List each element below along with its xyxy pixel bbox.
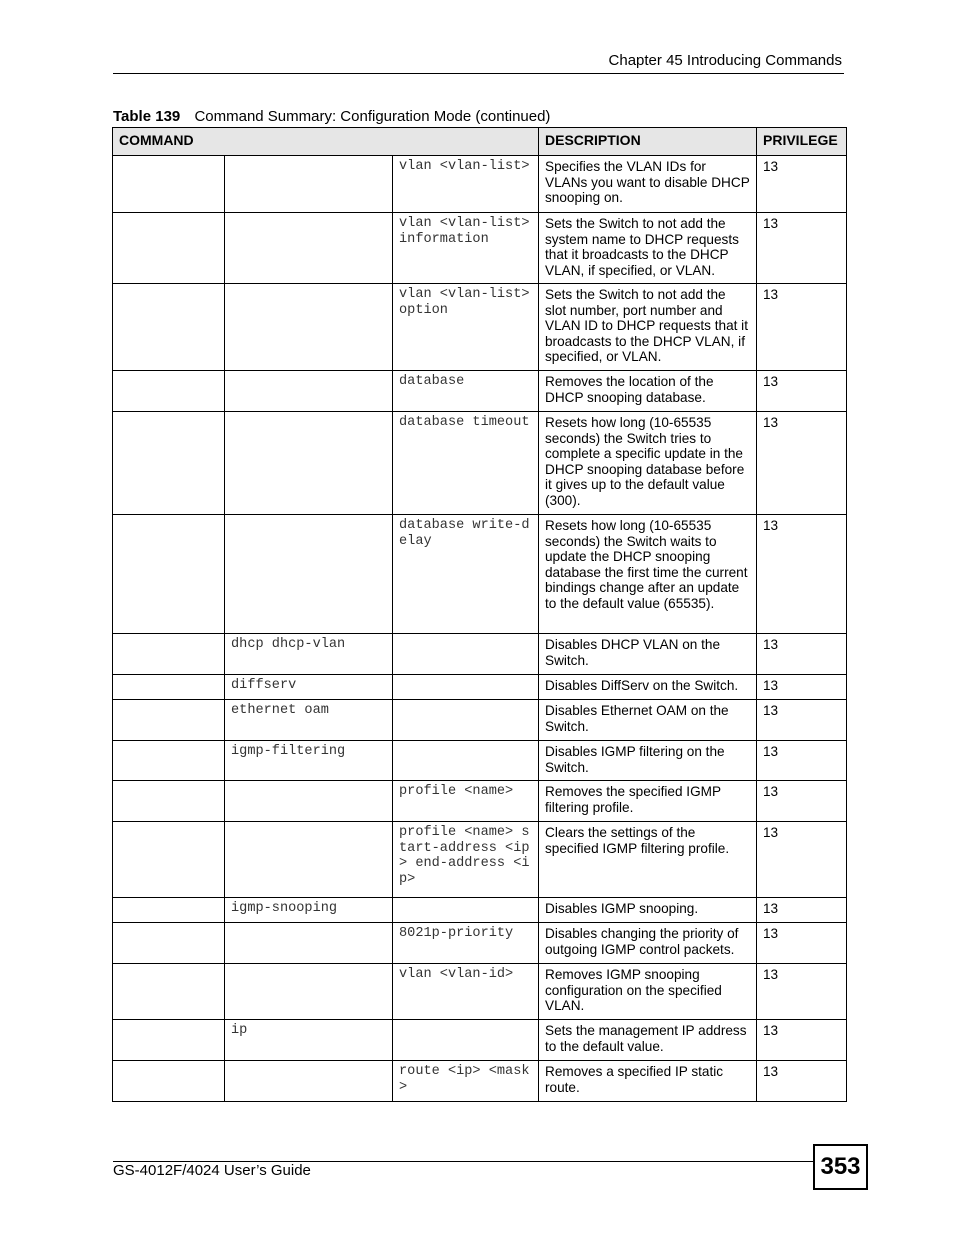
table-row — [113, 1061, 847, 1102]
privilege-cell: 13 — [757, 1061, 847, 1102]
description-cell: Disables IGMP snooping. — [539, 898, 757, 923]
description-cell: Resets how long (10-65535 seconds) the Switch waits to update the DHCP snooping database the first time the current bindings change after an update to the default value (65535). — [539, 515, 757, 634]
command-level-2: igmp-snooping — [225, 898, 393, 923]
table-row — [113, 515, 847, 634]
description-cell: Disables changing the priority of outgoing IGMP control packets. — [539, 923, 757, 964]
command-level-2: igmp-filtering — [225, 741, 393, 781]
command-level-1 — [113, 898, 225, 923]
description-cell: Specifies the VLAN IDs for VLANs you want to disable DHCP snooping on. — [539, 156, 757, 213]
table-caption — [113, 108, 550, 125]
command-level-3 — [393, 675, 539, 700]
command-level-3: vlan <vlan-list> — [393, 156, 539, 213]
privilege-cell: 13 — [757, 923, 847, 964]
privilege-cell: 13 — [757, 412, 847, 515]
description-cell: Sets the management IP address to the default value. — [539, 1020, 757, 1061]
command-level-3 — [393, 741, 539, 781]
chapter-header: Chapter 45 Introducing Commands — [608, 52, 842, 69]
command-level-1 — [113, 822, 225, 898]
command-level-2 — [225, 781, 393, 822]
command-level-3: 8021p-priority — [393, 923, 539, 964]
page-number: 353 — [813, 1144, 868, 1190]
command-level-3: vlan <vlan-list> information — [393, 213, 539, 284]
command-level-3: database write-delay — [393, 515, 539, 634]
description-cell: Removes the location of the DHCP snooping database. — [539, 371, 757, 412]
command-level-1 — [113, 675, 225, 700]
column-header-command: COMMAND — [113, 128, 539, 156]
command-level-3: database timeout — [393, 412, 539, 515]
description-cell: Disables Ethernet OAM on the Switch. — [539, 700, 757, 741]
table-row — [113, 781, 847, 822]
command-level-3: vlan <vlan-list> option — [393, 284, 539, 371]
table-row — [113, 284, 847, 371]
command-level-1 — [113, 634, 225, 675]
command-level-1 — [113, 1020, 225, 1061]
privilege-cell: 13 — [757, 515, 847, 634]
privilege-cell: 13 — [757, 284, 847, 371]
command-level-2 — [225, 412, 393, 515]
table-body — [113, 156, 847, 1102]
command-level-2 — [225, 822, 393, 898]
command-level-2 — [225, 923, 393, 964]
command-level-3 — [393, 700, 539, 741]
description-cell: Disables IGMP filtering on the Switch. — [539, 741, 757, 781]
description-cell: Disables DiffServ on the Switch. — [539, 675, 757, 700]
command-level-2 — [225, 284, 393, 371]
command-level-2: dhcp dhcp-vlan — [225, 634, 393, 675]
description-cell: Removes a specified IP static route. — [539, 1061, 757, 1102]
privilege-cell: 13 — [757, 964, 847, 1020]
table-row — [113, 822, 847, 898]
table-row — [113, 898, 847, 923]
guide-title: GS-4012F/4024 User’s Guide — [113, 1162, 311, 1179]
table-row — [113, 412, 847, 515]
privilege-cell: 13 — [757, 675, 847, 700]
description-cell: Sets the Switch to not add the system name to DHCP requests that it broadcasts to the DHCP VLAN, if specified, or VLAN. — [539, 213, 757, 284]
table-row — [113, 371, 847, 412]
privilege-cell: 13 — [757, 822, 847, 898]
command-level-1 — [113, 412, 225, 515]
command-level-1 — [113, 1061, 225, 1102]
table-row — [113, 675, 847, 700]
column-header-privilege: PRIVILEGE — [757, 128, 847, 156]
description-cell: Removes the specified IGMP filtering profile. — [539, 781, 757, 822]
command-level-3: profile <name> start-address <ip> end-address <ip> — [393, 822, 539, 898]
table-header-row — [113, 128, 847, 156]
command-level-3 — [393, 1020, 539, 1061]
command-level-2: diffserv — [225, 675, 393, 700]
table-row — [113, 213, 847, 284]
command-level-1 — [113, 781, 225, 822]
command-table — [112, 127, 847, 1102]
privilege-cell: 13 — [757, 371, 847, 412]
command-level-1 — [113, 213, 225, 284]
command-level-3 — [393, 634, 539, 675]
privilege-cell: 13 — [757, 741, 847, 781]
command-level-1 — [113, 515, 225, 634]
privilege-cell: 13 — [757, 634, 847, 675]
description-cell: Clears the settings of the specified IGMP filtering profile. — [539, 822, 757, 898]
description-cell: Disables DHCP VLAN on the Switch. — [539, 634, 757, 675]
table-number: Table 139 — [113, 108, 181, 125]
command-level-3: route <ip> <mask> — [393, 1061, 539, 1102]
table-row — [113, 1020, 847, 1061]
command-level-2 — [225, 964, 393, 1020]
table-row — [113, 964, 847, 1020]
command-level-3 — [393, 898, 539, 923]
command-level-1 — [113, 923, 225, 964]
command-level-3: profile <name> — [393, 781, 539, 822]
table-row — [113, 700, 847, 741]
command-level-1 — [113, 156, 225, 213]
command-level-1 — [113, 741, 225, 781]
command-level-2 — [225, 515, 393, 634]
table-row — [113, 156, 847, 213]
description-cell: Removes IGMP snooping configuration on the specified VLAN. — [539, 964, 757, 1020]
column-header-description: DESCRIPTION — [539, 128, 757, 156]
description-cell: Sets the Switch to not add the slot number, port number and VLAN ID to DHCP requests that it broadcasts to the DHCP VLAN, if specified, or VLAN. — [539, 284, 757, 371]
command-level-1 — [113, 284, 225, 371]
table-row — [113, 741, 847, 781]
privilege-cell: 13 — [757, 898, 847, 923]
privilege-cell: 13 — [757, 781, 847, 822]
privilege-cell: 13 — [757, 700, 847, 741]
command-level-2: ip — [225, 1020, 393, 1061]
command-level-2 — [225, 213, 393, 284]
privilege-cell: 13 — [757, 213, 847, 284]
privilege-cell: 13 — [757, 156, 847, 213]
privilege-cell: 13 — [757, 1020, 847, 1061]
command-level-2 — [225, 371, 393, 412]
table-row — [113, 634, 847, 675]
command-level-3: database — [393, 371, 539, 412]
table-title: Command Summary: Configuration Mode (continued) — [194, 108, 551, 125]
description-cell: Resets how long (10-65535 seconds) the Switch tries to complete a specific update in the DHCP snooping database before it gives up to the default value (300). — [539, 412, 757, 515]
table-row — [113, 923, 847, 964]
command-level-1 — [113, 371, 225, 412]
header-rule — [113, 73, 844, 74]
command-level-3: vlan <vlan-id> — [393, 964, 539, 1020]
command-level-2 — [225, 1061, 393, 1102]
command-level-2: ethernet oam — [225, 700, 393, 741]
command-level-1 — [113, 964, 225, 1020]
command-level-2 — [225, 156, 393, 213]
command-level-1 — [113, 700, 225, 741]
